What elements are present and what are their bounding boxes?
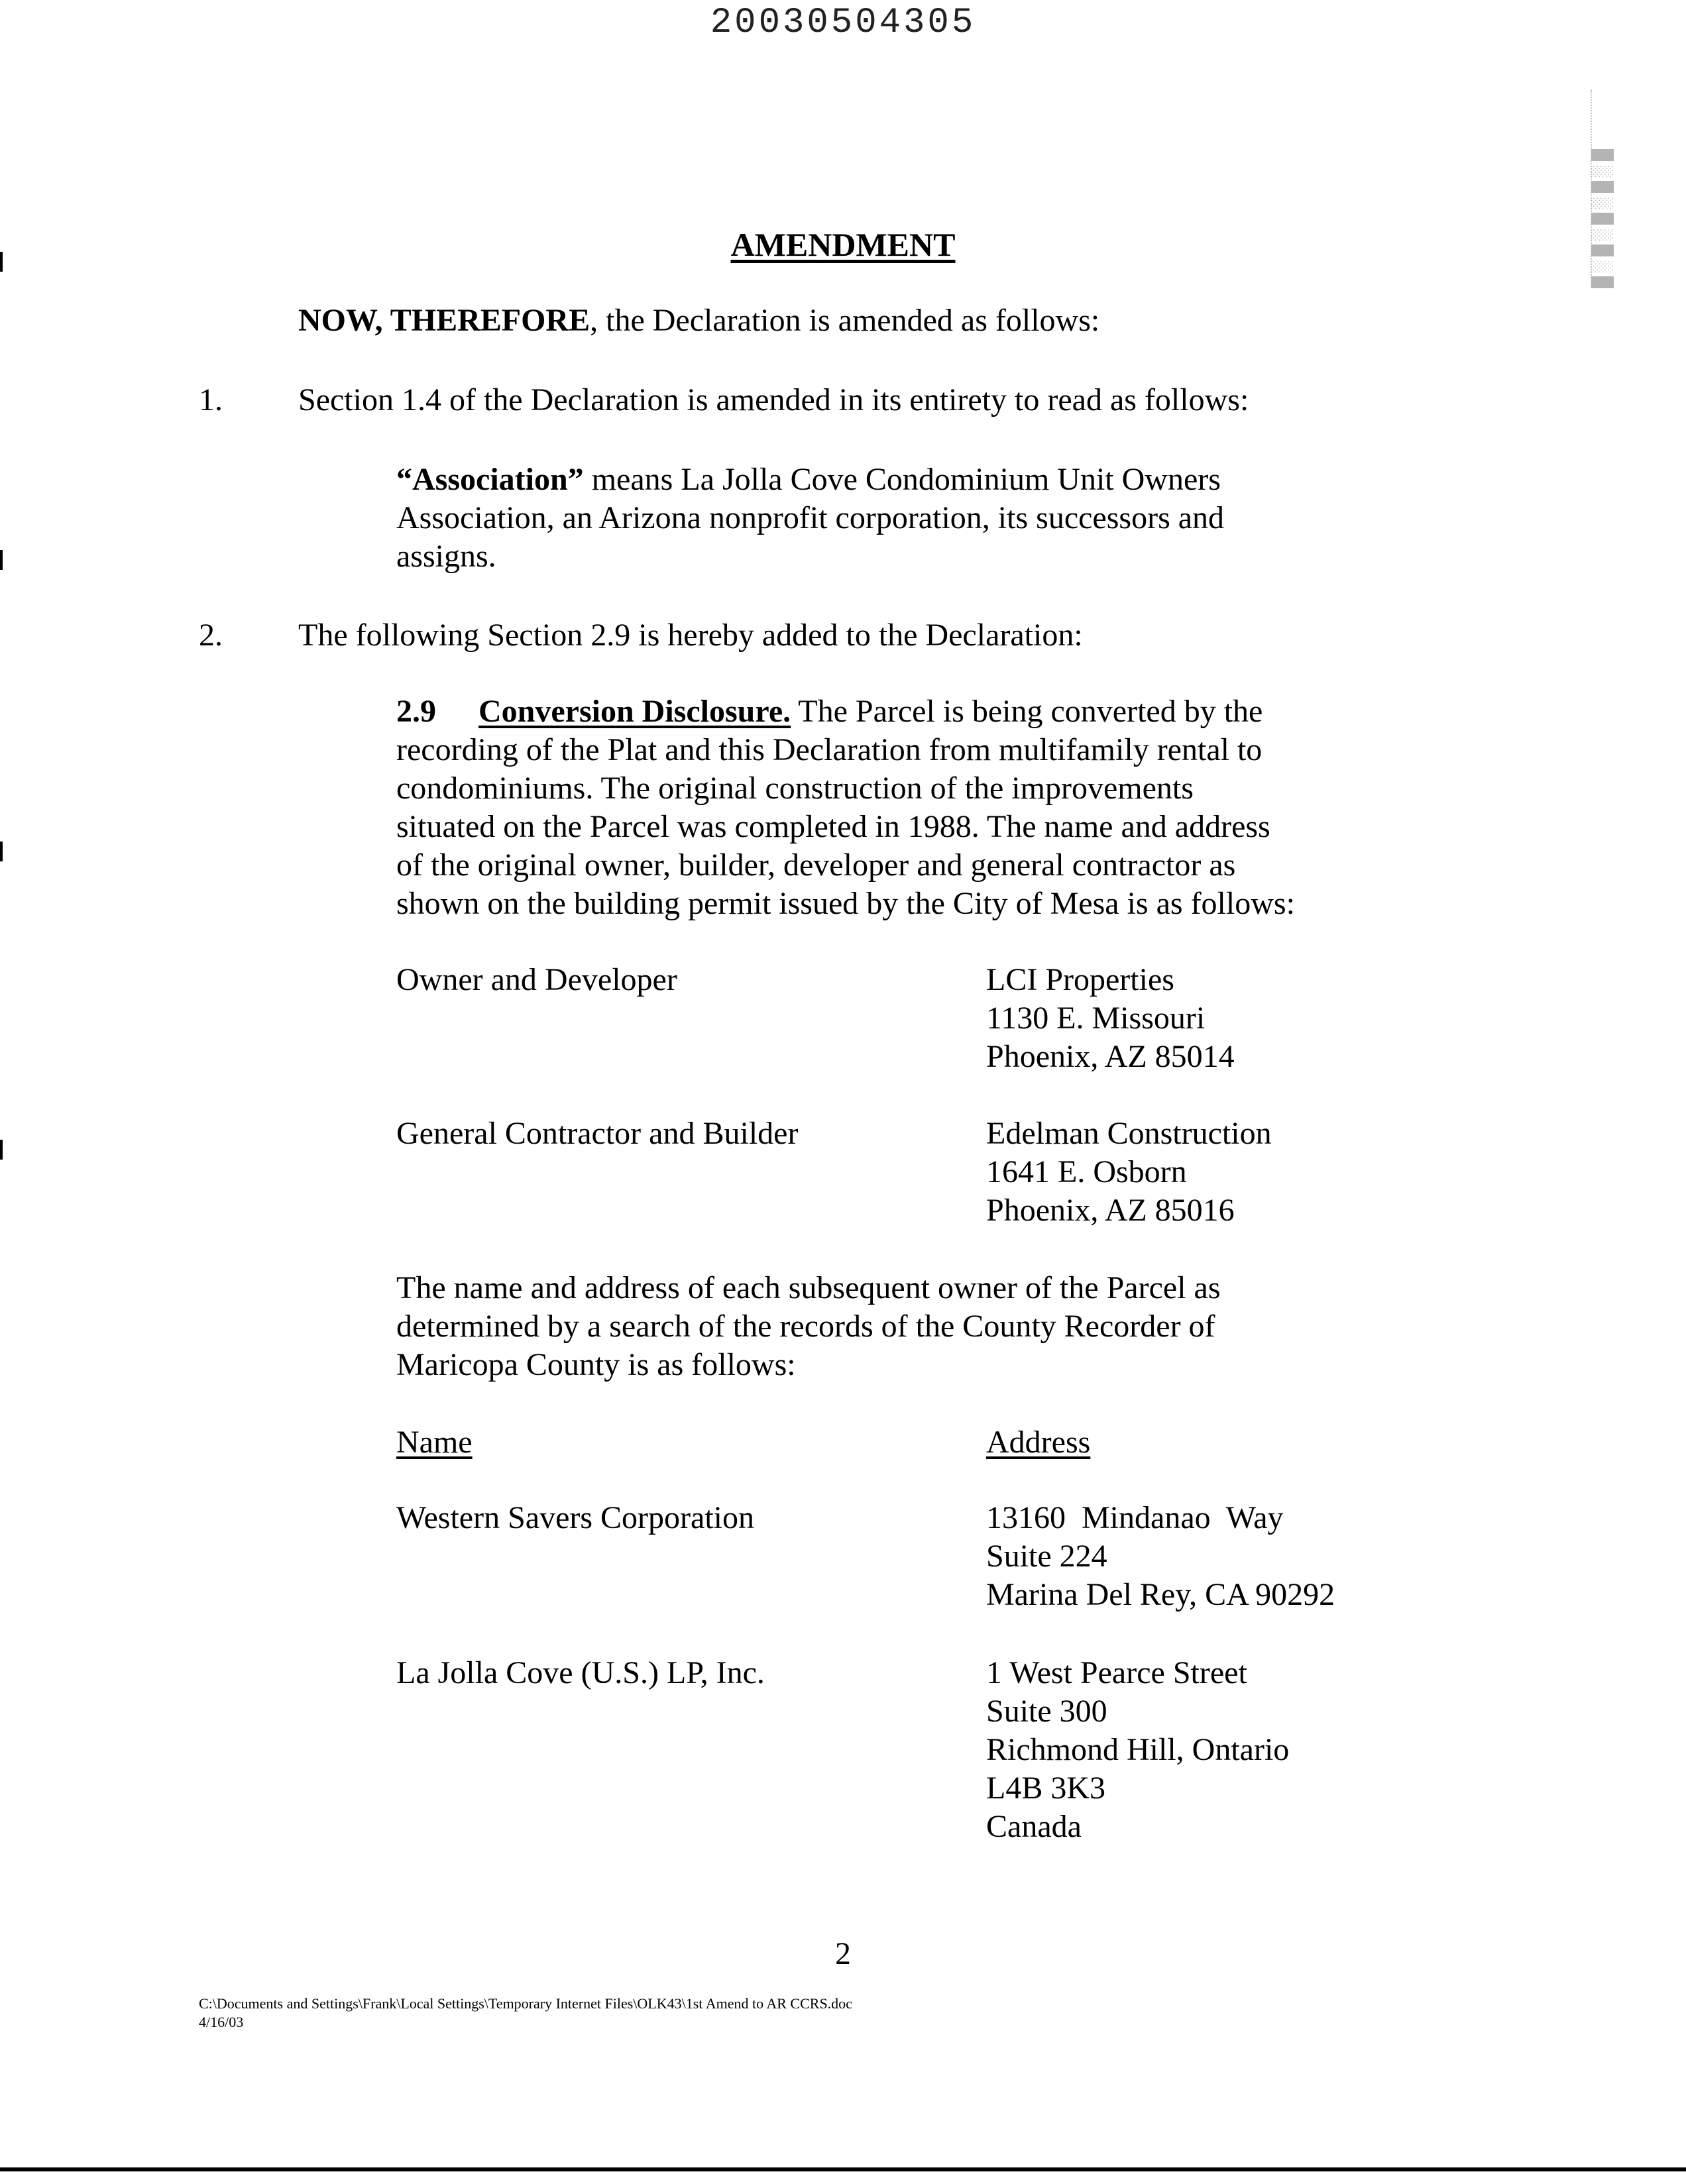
paragraph-line: shown on the building permit issued by the City of Mesa is as follows: <box>396 886 1295 921</box>
address-line: 13160 Mindanao Way <box>986 1500 1284 1535</box>
column-header-address: Address <box>986 1425 1091 1460</box>
paragraph-line: condominiums. The original construction of the improvements <box>396 771 1194 806</box>
address-line: L4B 3K3 <box>986 1771 1105 1806</box>
address-line: LCI Properties <box>986 962 1174 997</box>
definition-line: Association, an Arizona nonprofit corporation, its successors and <box>396 500 1225 535</box>
column-header-name: Name <box>396 1425 473 1460</box>
section-heading: Conversion Disclosure. <box>478 694 791 729</box>
address-line: Suite 300 <box>986 1694 1107 1729</box>
owner-name: Western Savers Corporation <box>396 1500 754 1535</box>
address-line: Phoenix, AZ 85014 <box>986 1039 1235 1074</box>
conversion-disclosure <box>396 692 1298 923</box>
address-line: Marina Del Rey, CA 90292 <box>986 1577 1335 1612</box>
paragraph-line: The Parcel is being converted by the <box>791 694 1263 729</box>
party-role: Owner and Developer <box>396 962 677 997</box>
association-term: “Association” <box>396 462 584 497</box>
item-1-text: Section 1.4 of the Declaration is amended in its entirety to read as follows: <box>298 382 1249 417</box>
definition-line: means La Jolla Cove Condominium Unit Owners <box>583 462 1221 497</box>
address-line: Edelman Construction <box>986 1116 1272 1151</box>
owner-address <box>986 1654 1289 1846</box>
address-line: 1130 E. Missouri <box>986 1001 1206 1036</box>
paragraph-line: determined by a search of the records of the County Recorder of <box>396 1309 1215 1344</box>
paragraph-line: Maricopa County is as follows: <box>396 1347 796 1382</box>
paragraph-line: recording of the Plat and this Declaration from multifamily rental to <box>396 732 1263 767</box>
intro-rest: , the Declaration is amended as follows: <box>590 303 1100 338</box>
paragraph-line: of the original owner, builder, developer and general contractor as <box>396 847 1236 883</box>
section-number: 2.9 <box>396 694 436 729</box>
intro-lead: NOW, THEREFORE <box>298 303 590 338</box>
address-line: Phoenix, AZ 85016 <box>986 1193 1235 1228</box>
item-2-text: The following Section 2.9 is hereby added to the Declaration: <box>298 618 1083 653</box>
definition-line: assigns. <box>396 539 496 574</box>
item-2-number: 2. <box>199 618 223 653</box>
bottom-rule <box>0 2167 1686 2171</box>
paragraph-line: situated on the Parcel was completed in 1988. The name and address <box>396 809 1270 844</box>
address-line: 1 West Pearce Street <box>986 1655 1247 1690</box>
file-path: C:\Documents and Settings\Frank\Local Settings\Temporary Internet Files\OLK43\1st Amend to AR CCRS.doc <box>199 1995 852 2012</box>
paragraph-line: The name and address of each subsequent owner of the Parcel as <box>396 1270 1221 1305</box>
owner-name: La Jolla Cove (U.S.) LP, Inc. <box>396 1655 765 1690</box>
party-address <box>986 1115 1272 1230</box>
address-line: 1641 E. Osborn <box>986 1154 1187 1189</box>
document-date: 4/16/03 <box>199 2014 244 2030</box>
address-line: Canada <box>986 1809 1082 1844</box>
subsequent-owners-intro <box>396 1269 1221 1384</box>
item-1-number: 1. <box>199 382 223 417</box>
address-line: Richmond Hill, Ontario <box>986 1732 1290 1767</box>
address-line: Suite 224 <box>986 1539 1107 1574</box>
recorder-stamp: █░█░█░█░█ <box>1591 89 1632 288</box>
party-address <box>986 961 1235 1076</box>
margin-mark <box>0 550 3 570</box>
association-definition <box>396 461 1291 576</box>
page-number: 2 <box>835 1936 851 1971</box>
document-number: 20030504305 <box>710 3 976 43</box>
margin-mark <box>0 842 3 861</box>
owner-address <box>986 1499 1335 1614</box>
margin-mark <box>0 1140 3 1160</box>
page-title: AMENDMENT <box>730 226 956 263</box>
intro-line <box>298 301 1099 340</box>
party-role: General Contractor and Builder <box>396 1116 799 1151</box>
